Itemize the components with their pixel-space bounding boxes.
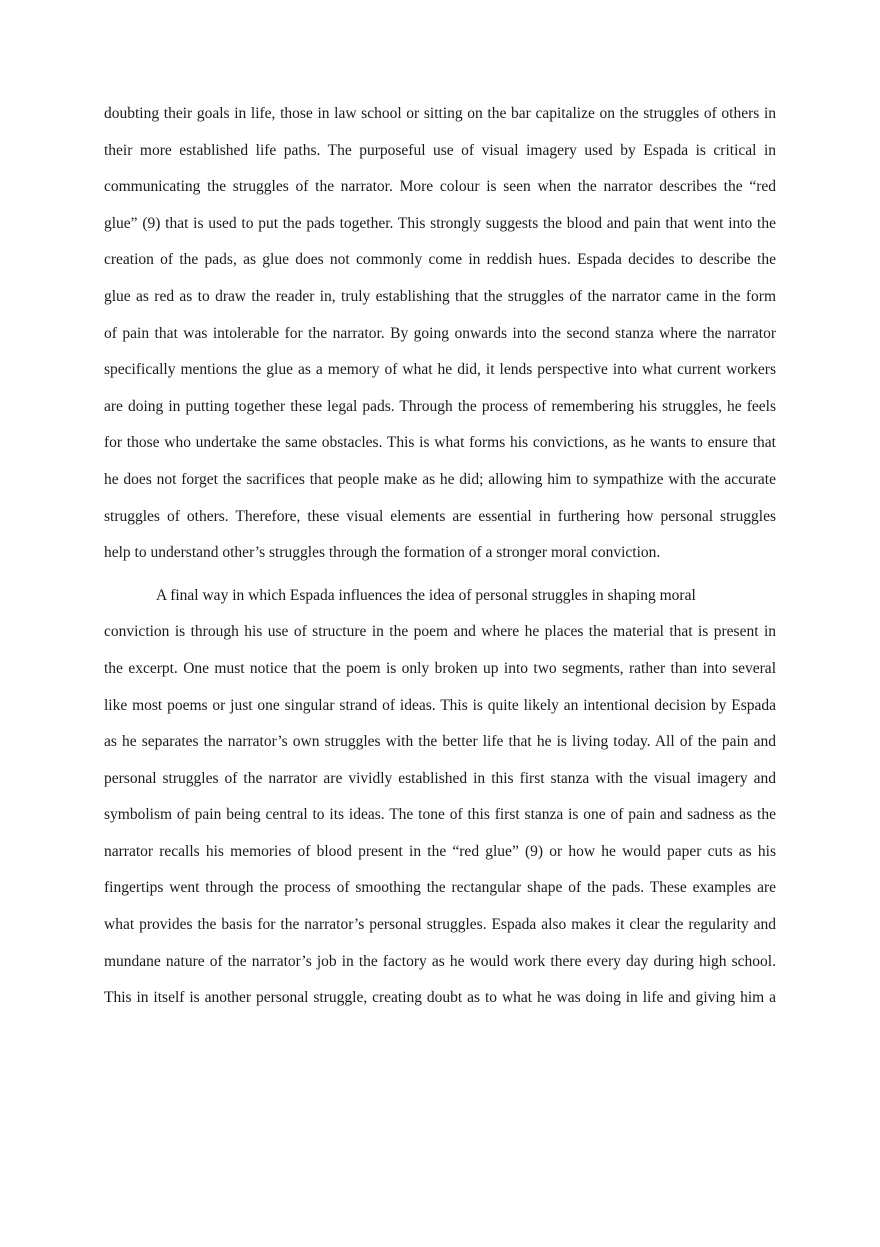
paragraph-1 [104,96,776,572]
text-line: help to understand other’s struggles through the formation of a stronger moral conviction. [104,544,661,562]
text-line: conviction is through his use of structure in the poem and where he places the material that is present in [104,623,776,641]
text-line: personal struggles of the narrator are vividly established in this first stanza with the visual imagery and [104,769,776,787]
text-line: creation of the pads, as glue does not commonly come in reddish hues. Espada decides to describe the [104,251,776,269]
text-line: This in itself is another personal struggle, creating doubt as to what he was doing in life and giving him a [104,989,776,1007]
text-line: as he separates the narrator’s own struggles with the better life that he is living today. All of the pain and [104,733,776,751]
text-line: for those who undertake the same obstacles. This is what forms his convictions, as he wants to ensure that [104,434,776,452]
text-line: fingertips went through the process of smoothing the rectangular shape of the pads. These examples are [104,879,776,897]
text-line: what provides the basis for the narrator’s personal struggles. Espada also makes it clear the regularity and [104,916,776,934]
text-line: their more established life paths. The purposeful use of visual imagery used by Espada is critical in [104,141,776,159]
text-line: communicating the struggles of the narrator. More colour is seen when the narrator describes the “red [104,178,776,196]
text-line: narrator recalls his memories of blood present in the “red glue” (9) or how he would paper cuts as his [104,842,776,860]
text-line: are doing in putting together these legal pads. Through the process of remembering his struggles, he feels [104,397,776,415]
paragraph-2 [104,578,776,1017]
text-line: mundane nature of the narrator’s job in the factory as he would work there every day during high school. [104,952,776,970]
body-text [104,96,776,1017]
text-line: like most poems or just one singular strand of ideas. This is quite likely an intentional decision by Espada [104,696,776,714]
text-line: specifically mentions the glue as a memory of what he did, it lends perspective into what current workers [104,361,776,379]
text-line: glue as red as to draw the reader in, truly establishing that the struggles of the narrator came in the form [104,287,776,305]
text-line: struggles of others. Therefore, these visual elements are essential in furthering how personal struggles [104,507,776,525]
text-line: A final way in which Espada influences the idea of personal struggles in shaping moral [156,586,696,604]
text-line: doubting their goals in life, those in law school or sitting on the bar capitalize on the struggles of others in [104,105,776,122]
text-line: the excerpt. One must notice that the poem is only broken up into two segments, rather than into several [104,659,776,677]
text-line: symbolism of pain being central to its ideas. The tone of this first stanza is one of pain and sadness as the [104,806,776,824]
text-line: of pain that was intolerable for the narrator. By going onwards into the second stanza where the narrator [104,324,776,342]
text-line: he does not forget the sacrifices that people make as he did; allowing him to sympathize with the accurate [104,470,776,488]
text-line: glue” (9) that is used to put the pads together. This strongly suggests the blood and pain that went into the [104,214,776,232]
